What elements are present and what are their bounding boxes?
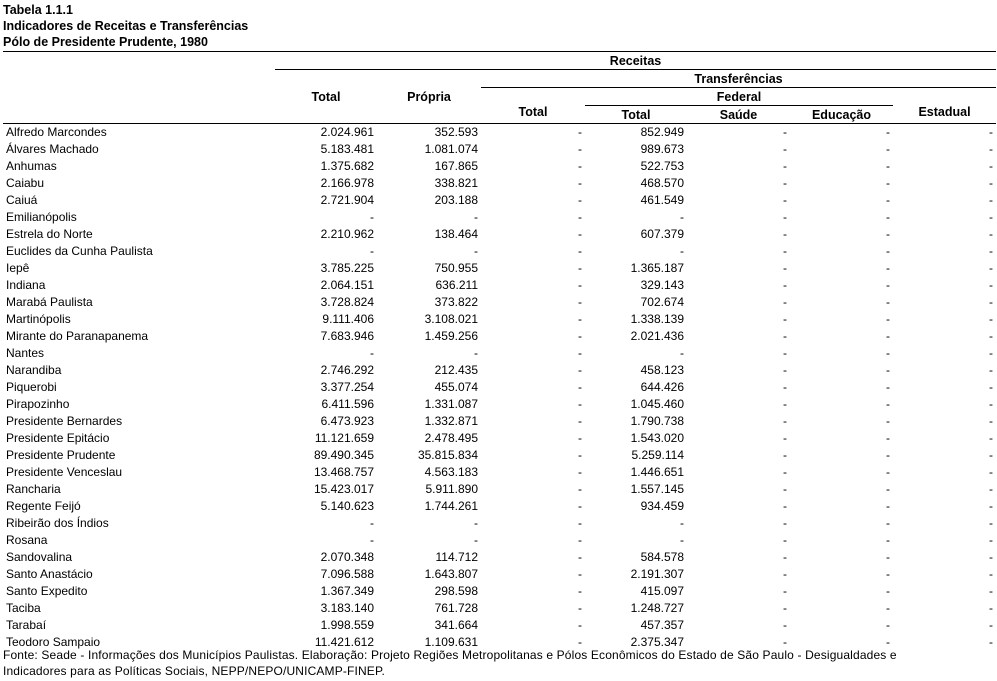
header-federal: Federal: [585, 88, 893, 106]
cell-total: 6.473.923: [320, 414, 374, 428]
cell-transf-total: -: [578, 465, 582, 479]
cell-federal-total: -: [680, 346, 684, 360]
municipality-name: Presidente Prudente: [6, 448, 116, 462]
cell-saude: -: [783, 193, 787, 207]
cell-total: 3.728.824: [320, 295, 374, 309]
cell-estadual: -: [989, 227, 994, 241]
cell-total: 11.121.659: [314, 431, 374, 445]
header-blank: [3, 52, 275, 124]
cell-educacao: -: [886, 414, 890, 428]
cell-transf-total: -: [578, 329, 582, 343]
cell-educacao: -: [886, 482, 890, 496]
cell-estadual: -: [989, 278, 994, 292]
cell-propria: 761.728: [434, 601, 478, 615]
cell-estadual: -: [989, 244, 994, 258]
cell-estadual: -: [989, 346, 994, 360]
footnote-line-1: Fonte: Seade - Informações dos Municípios Paulistas. Elaboração: Projeto Regiões Metropolitanas e Pólos Econômicos do Estado de São Paulo - Desigualdades e: [3, 648, 897, 662]
cell-transf-total: -: [578, 397, 582, 411]
cell-estadual: -: [989, 329, 994, 343]
cell-total: 2.064.151: [320, 278, 374, 292]
cell-federal-total: 1.790.738: [630, 414, 684, 428]
cell-educacao: -: [886, 618, 890, 632]
cell-estadual: -: [989, 261, 994, 275]
cell-total: -: [370, 516, 374, 530]
header-educacao: Educação: [790, 106, 893, 124]
header-transf-total: Total: [481, 88, 585, 124]
municipality-name: Euclides da Cunha Paulista: [6, 244, 153, 258]
cell-educacao: -: [886, 499, 890, 513]
table-row: [3, 192, 996, 209]
table-row: [3, 277, 996, 294]
municipality-name: Anhumas: [6, 159, 57, 173]
cell-propria: -: [474, 210, 478, 224]
cell-saude: -: [783, 601, 787, 615]
cell-total: 2.024.961: [320, 125, 374, 139]
table-row: [3, 379, 996, 396]
cell-estadual: -: [989, 448, 994, 462]
cell-saude: -: [783, 329, 787, 343]
cell-federal-total: 1.248.727: [630, 601, 684, 615]
cell-propria: 341.664: [434, 618, 478, 632]
municipality-name: Presidente Bernardes: [6, 414, 123, 428]
header-receitas: Receitas: [275, 52, 996, 70]
table-row: [3, 243, 996, 260]
cell-saude: -: [783, 227, 787, 241]
table-title: Indicadores de Receitas e Transferências: [3, 19, 249, 33]
municipality-name: Sandovalina: [6, 550, 73, 564]
cell-transf-total: -: [578, 142, 582, 156]
cell-estadual: -: [989, 635, 994, 649]
municipality-name: Martinópolis: [6, 312, 71, 326]
cell-transf-total: -: [578, 261, 582, 275]
table-row: [3, 532, 996, 549]
cell-total: 2.070.348: [320, 550, 374, 564]
municipality-name: Pirapozinho: [6, 397, 70, 411]
cell-propria: 373.822: [434, 295, 478, 309]
table-row: [3, 413, 996, 430]
cell-educacao: -: [886, 159, 890, 173]
cell-total: 11.421.612: [314, 635, 374, 649]
cell-educacao: -: [886, 346, 890, 360]
table-row: [3, 549, 996, 566]
cell-transf-total: -: [578, 431, 582, 445]
cell-educacao: -: [886, 278, 890, 292]
cell-estadual: -: [989, 482, 994, 496]
cell-transf-total: -: [578, 516, 582, 530]
table-number: Tabela 1.1.1: [3, 3, 73, 17]
cell-propria: 1.744.261: [424, 499, 478, 513]
cell-propria: 138.464: [434, 227, 478, 241]
table-row: [3, 617, 996, 634]
cell-transf-total: -: [578, 227, 582, 241]
cell-saude: -: [783, 312, 787, 326]
cell-transf-total: -: [578, 448, 582, 462]
cell-propria: 212.435: [434, 363, 478, 377]
cell-federal-total: 5.259.114: [631, 448, 684, 462]
cell-total: 1.375.682: [320, 159, 374, 173]
cell-propria: 636.211: [435, 278, 478, 292]
header-saude: Saúde: [687, 106, 790, 124]
cell-educacao: -: [886, 142, 890, 156]
cell-saude: -: [783, 431, 787, 445]
data-table: [3, 51, 996, 651]
municipality-name: Alfredo Marcondes: [6, 125, 107, 139]
cell-federal-total: 1.045.460: [630, 397, 684, 411]
table-row: [3, 311, 996, 328]
cell-transf-total: -: [578, 567, 582, 581]
cell-total: 15.423.017: [313, 482, 374, 496]
cell-saude: -: [783, 142, 787, 156]
municipality-name: Nantes: [6, 346, 45, 360]
cell-educacao: -: [886, 363, 890, 377]
cell-saude: -: [783, 210, 787, 224]
cell-saude: -: [783, 516, 787, 530]
cell-propria: 114.712: [435, 550, 478, 564]
table-row: [3, 209, 996, 226]
cell-saude: -: [783, 397, 787, 411]
cell-transf-total: -: [578, 550, 582, 564]
table-row: [3, 141, 996, 158]
cell-educacao: -: [886, 431, 890, 445]
cell-transf-total: -: [578, 244, 582, 258]
table-row: [3, 600, 996, 617]
cell-total: 2.721.904: [320, 193, 374, 207]
cell-transf-total: -: [578, 159, 582, 173]
cell-educacao: -: [886, 584, 890, 598]
cell-estadual: -: [989, 567, 994, 581]
cell-federal-total: 457.357: [640, 618, 684, 632]
cell-saude: -: [783, 176, 787, 190]
municipality-name: Caiuá: [6, 193, 38, 207]
cell-transf-total: -: [578, 346, 582, 360]
cell-educacao: -: [886, 397, 890, 411]
table-row: [3, 498, 996, 515]
table-row: [3, 226, 996, 243]
cell-saude: -: [783, 244, 787, 258]
cell-transf-total: -: [578, 499, 582, 513]
table-row: [3, 583, 996, 600]
municipality-name: Narandiba: [6, 363, 62, 377]
table-row: [3, 464, 996, 481]
cell-total: 6.411.596: [321, 397, 374, 411]
cell-saude: -: [783, 448, 787, 462]
cell-total: 5.183.481: [320, 142, 374, 156]
cell-federal-total: 461.549: [640, 193, 684, 207]
cell-transf-total: -: [578, 295, 582, 309]
cell-total: -: [370, 533, 374, 547]
cell-saude: -: [783, 482, 787, 496]
table-row: [3, 260, 996, 277]
municipality-name: Presidente Venceslau: [6, 465, 123, 479]
municipality-name: Indiana: [6, 278, 46, 292]
cell-saude: -: [783, 125, 787, 139]
cell-total: 2.166.978: [320, 176, 374, 190]
cell-federal-total: 989.673: [640, 142, 684, 156]
cell-propria: -: [474, 516, 478, 530]
cell-federal-total: -: [680, 516, 684, 530]
cell-total: 1.367.349: [320, 584, 374, 598]
header-federal-total: Total: [585, 106, 687, 124]
cell-saude: -: [783, 584, 787, 598]
cell-estadual: -: [989, 380, 994, 394]
cell-propria: 4.563.183: [424, 465, 478, 479]
cell-propria: -: [474, 533, 478, 547]
cell-federal-total: 522.753: [640, 159, 684, 173]
municipality-name: Piquerobi: [6, 380, 57, 394]
cell-federal-total: 2.191.307: [630, 567, 684, 581]
footnote-line-2: Indicadores para as Políticas Sociais, NEPP/NEPO/UNICAMP-FINEP.: [3, 664, 386, 678]
cell-estadual: -: [989, 516, 994, 530]
cell-federal-total: 934.459: [640, 499, 684, 513]
cell-propria: 1.332.871: [424, 414, 478, 428]
cell-federal-total: 644.426: [640, 380, 684, 394]
cell-propria: 2.478.495: [424, 431, 478, 445]
cell-federal-total: 852.949: [640, 125, 684, 139]
cell-total: 7.096.588: [320, 567, 374, 581]
cell-educacao: -: [886, 448, 890, 462]
cell-estadual: -: [989, 397, 994, 411]
cell-educacao: -: [886, 329, 890, 343]
cell-saude: -: [783, 414, 787, 428]
cell-total: 13.468.757: [313, 465, 374, 479]
municipality-name: Teodoro Sampaio: [6, 635, 101, 649]
cell-saude: -: [783, 618, 787, 632]
municipality-name: Presidente Epitácio: [6, 431, 110, 445]
source-footnote: [3, 647, 993, 679]
table-row: [3, 515, 996, 532]
cell-propria: 352.593: [434, 125, 478, 139]
cell-saude: -: [783, 499, 787, 513]
table-row: [3, 124, 996, 142]
municipality-name: Emilianópolis: [6, 210, 77, 224]
cell-estadual: -: [989, 312, 994, 326]
cell-educacao: -: [886, 244, 890, 258]
table-row: [3, 566, 996, 583]
cell-educacao: -: [886, 210, 890, 224]
cell-transf-total: -: [578, 584, 582, 598]
cell-educacao: -: [886, 176, 890, 190]
cell-estadual: -: [989, 533, 994, 547]
cell-propria: 203.188: [434, 193, 478, 207]
cell-saude: -: [783, 567, 787, 581]
cell-transf-total: -: [578, 618, 582, 632]
cell-propria: -: [474, 244, 478, 258]
cell-transf-total: -: [578, 176, 582, 190]
cell-saude: -: [783, 550, 787, 564]
municipality-name: Rancharia: [6, 482, 61, 496]
cell-propria: 298.598: [434, 584, 478, 598]
cell-propria: 750.955: [434, 261, 478, 275]
cell-federal-total: 1.338.139: [630, 312, 684, 326]
table-row: [3, 175, 996, 192]
cell-federal-total: 1.365.187: [630, 261, 684, 275]
cell-federal-total: 1.543.020: [630, 431, 684, 445]
cell-propria: 1.109.631: [424, 635, 478, 649]
cell-federal-total: 2.021.436: [630, 329, 684, 343]
cell-educacao: -: [886, 635, 890, 649]
table-row: [3, 345, 996, 362]
cell-saude: -: [783, 363, 787, 377]
cell-educacao: -: [886, 516, 890, 530]
header-transferencias: Transferências: [481, 70, 996, 88]
cell-propria: 338.821: [434, 176, 478, 190]
cell-estadual: -: [989, 414, 994, 428]
cell-total: 1.998.559: [320, 618, 374, 632]
cell-educacao: -: [886, 465, 890, 479]
cell-total: 3.183.140: [320, 601, 374, 615]
cell-saude: -: [783, 465, 787, 479]
cell-federal-total: 702.674: [640, 295, 684, 309]
cell-estadual: -: [989, 465, 994, 479]
cell-estadual: -: [989, 176, 994, 190]
cell-total: 3.377.254: [320, 380, 374, 394]
cell-federal-total: 2.375.347: [630, 635, 684, 649]
cell-saude: -: [783, 533, 787, 547]
municipality-name: Regente Feijó: [6, 499, 81, 513]
cell-saude: -: [783, 295, 787, 309]
cell-propria: 1.331.087: [424, 397, 478, 411]
cell-estadual: -: [989, 159, 994, 173]
cell-saude: -: [783, 159, 787, 173]
cell-federal-total: -: [680, 533, 684, 547]
cell-total: 5.140.623: [320, 499, 374, 513]
cell-estadual: -: [989, 295, 994, 309]
table-subtitle: Pólo de Presidente Prudente, 1980: [3, 35, 208, 49]
cell-educacao: -: [886, 125, 890, 139]
cell-federal-total: 415.097: [640, 584, 684, 598]
cell-transf-total: -: [578, 312, 582, 326]
cell-saude: -: [783, 346, 787, 360]
cell-federal-total: 584.578: [640, 550, 684, 564]
cell-educacao: -: [886, 227, 890, 241]
cell-estadual: -: [989, 431, 994, 445]
cell-propria: -: [474, 346, 478, 360]
cell-transf-total: -: [578, 601, 582, 615]
cell-federal-total: 468.570: [640, 176, 684, 190]
cell-transf-total: -: [578, 193, 582, 207]
table-row: [3, 447, 996, 464]
cell-educacao: -: [886, 261, 890, 275]
cell-educacao: -: [886, 295, 890, 309]
cell-educacao: -: [886, 312, 890, 326]
header-estadual: Estadual: [893, 88, 996, 124]
cell-total: -: [370, 244, 374, 258]
cell-transf-total: -: [578, 533, 582, 547]
cell-educacao: -: [886, 567, 890, 581]
cell-federal-total: -: [680, 210, 684, 224]
table-row: [3, 328, 996, 345]
cell-estadual: -: [989, 550, 994, 564]
table-row: [3, 294, 996, 311]
cell-estadual: -: [989, 125, 994, 139]
cell-total: 3.785.225: [320, 261, 374, 275]
cell-total: 9.111.406: [322, 312, 374, 326]
cell-educacao: -: [886, 601, 890, 615]
cell-propria: 1.459.256: [424, 329, 478, 343]
cell-transf-total: -: [578, 482, 582, 496]
cell-federal-total: 1.557.145: [630, 482, 684, 496]
municipality-name: Tarabaí: [6, 618, 47, 632]
header-propria: Própria: [377, 70, 481, 124]
cell-estadual: -: [989, 618, 994, 632]
table-row: [3, 396, 996, 413]
table-header: [3, 52, 996, 124]
cell-propria: 1.643.807: [424, 567, 478, 581]
cell-estadual: -: [989, 363, 994, 377]
cell-propria: 35.815.834: [417, 448, 478, 462]
cell-educacao: -: [886, 193, 890, 207]
cell-transf-total: -: [578, 414, 582, 428]
municipality-name: Ribeirão dos Índios: [6, 516, 109, 530]
cell-total: 89.490.345: [313, 448, 374, 462]
cell-saude: -: [783, 278, 787, 292]
table-row: [3, 362, 996, 379]
cell-saude: -: [783, 380, 787, 394]
cell-transf-total: -: [578, 125, 582, 139]
municipality-name: Taciba: [6, 601, 41, 615]
cell-federal-total: 458.123: [640, 363, 684, 377]
cell-estadual: -: [989, 584, 994, 598]
cell-saude: -: [783, 635, 787, 649]
header-total: Total: [275, 70, 377, 124]
cell-educacao: -: [886, 380, 890, 394]
cell-saude: -: [783, 261, 787, 275]
table-title-block: [3, 2, 248, 50]
municipality-name: Caiabu: [6, 176, 45, 190]
municipality-name: Estrela do Norte: [6, 227, 93, 241]
table-row: [3, 158, 996, 175]
municipality-name: Rosana: [6, 533, 48, 547]
cell-federal-total: 329.143: [640, 278, 684, 292]
cell-estadual: -: [989, 193, 994, 207]
cell-total: -: [370, 210, 374, 224]
municipality-name: Marabá Paulista: [6, 295, 93, 309]
cell-propria: 455.074: [434, 380, 478, 394]
cell-federal-total: -: [680, 244, 684, 258]
table-row: [3, 430, 996, 447]
cell-total: -: [370, 346, 374, 360]
cell-federal-total: 607.379: [640, 227, 684, 241]
cell-estadual: -: [989, 210, 994, 224]
municipality-name: Iepê: [6, 261, 30, 275]
cell-transf-total: -: [578, 635, 582, 649]
municipality-name: Santo Anastácio: [6, 567, 93, 581]
cell-transf-total: -: [578, 210, 582, 224]
cell-transf-total: -: [578, 278, 582, 292]
cell-propria: 3.108.021: [424, 312, 478, 326]
cell-propria: 1.081.074: [424, 142, 478, 156]
cell-propria: 5.911.890: [425, 482, 478, 496]
cell-total: 7.683.946: [320, 329, 374, 343]
cell-federal-total: 1.446.651: [630, 465, 684, 479]
table-body: [3, 124, 996, 652]
municipality-name: Mirante do Paranapanema: [6, 329, 149, 343]
cell-propria: 167.865: [434, 159, 478, 173]
municipality-name: Álvares Machado: [6, 142, 99, 156]
cell-total: 2.210.962: [320, 227, 374, 241]
cell-transf-total: -: [578, 363, 582, 377]
cell-total: 2.746.292: [320, 363, 374, 377]
cell-educacao: -: [886, 550, 890, 564]
cell-educacao: -: [886, 533, 890, 547]
cell-estadual: -: [989, 601, 994, 615]
cell-estadual: -: [989, 499, 994, 513]
cell-estadual: -: [989, 142, 994, 156]
table-row: [3, 481, 996, 498]
cell-transf-total: -: [578, 380, 582, 394]
municipality-name: Santo Expedito: [6, 584, 88, 598]
